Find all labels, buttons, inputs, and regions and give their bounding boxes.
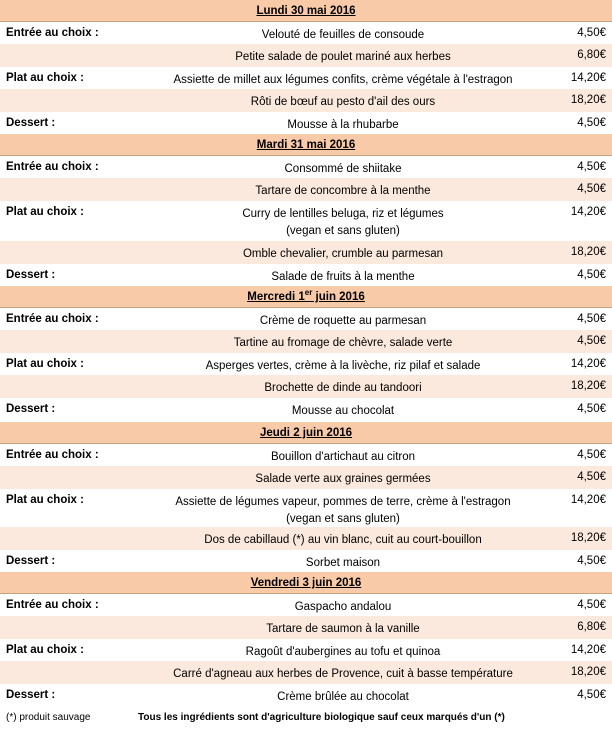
price: 4,50€: [577, 183, 606, 195]
dish-name: Mousse au chocolat: [291, 405, 395, 417]
dish-name: Sorbet maison: [305, 557, 381, 569]
day-header: [0, 0, 612, 22]
dish-name: Dos de cabillaud (*) au vin blanc, cuit au court-bouillon: [204, 534, 482, 546]
dish-note: (vegan et sans gluten): [286, 513, 400, 525]
category-label: Entrée au choix :: [6, 313, 99, 325]
category-label: Plat au choix :: [6, 494, 84, 506]
dish-name: Mousse à la rhubarbe: [287, 119, 399, 131]
menu-row: [0, 156, 612, 178]
category-label: [0, 89, 140, 94]
category-label: Dessert :: [6, 403, 56, 415]
menu-row: [0, 44, 612, 67]
category-label: [0, 466, 140, 471]
day-title: Jeudi 2 juin 2016: [259, 427, 353, 439]
dish-name: Bouillon d'artichaut au citron: [270, 451, 416, 463]
price: 4,50€: [577, 403, 606, 415]
price: 4,50€: [577, 335, 606, 347]
dish-name: Tartine au fromage de chèvre, salade verte: [233, 337, 453, 349]
menu-row: [0, 550, 612, 572]
category-label: Entrée au choix :: [6, 599, 99, 611]
category-label: Dessert :: [6, 689, 56, 701]
category-label: Entrée au choix :: [6, 27, 99, 39]
category-label: [0, 375, 140, 380]
dish-name: Rôti de bœuf au pesto d'ail des ours: [250, 96, 436, 108]
dish-name: Salade de fruits à la menthe: [271, 271, 415, 283]
dish-name: Carré d'agneau aux herbes de Provence, cuit à basse température: [173, 668, 513, 680]
category-label: [0, 178, 140, 183]
category-label: [0, 616, 140, 621]
day-title-sup: er: [304, 288, 313, 298]
menu-row: [0, 639, 612, 661]
day-header: [0, 572, 612, 594]
menu-row: [0, 112, 612, 134]
menu-row: [0, 444, 612, 466]
category-label: Entrée au choix :: [6, 161, 99, 173]
dish-name: Brochette de dinde au tandoori: [264, 382, 422, 394]
price: 4,50€: [577, 313, 606, 325]
dish-line: Assiette de légumes vapeur, pommes de terre, crème à l'estragon: [175, 496, 511, 508]
price: 6,80€: [577, 49, 606, 61]
day-title: Mardi 31 mai 2016: [256, 139, 356, 151]
day-header: [0, 134, 612, 156]
price: 4,50€: [577, 689, 606, 701]
menu-row: [0, 264, 612, 286]
category-label: Plat au choix :: [6, 72, 84, 84]
price: 4,50€: [577, 161, 606, 173]
category-label: [0, 661, 140, 666]
day-title-start: Mercredi 1: [247, 291, 305, 303]
price: 18,20€: [570, 666, 606, 678]
dish-name: Omble chevalier, crumble au parmesan: [242, 248, 444, 260]
menu-row: [0, 67, 612, 89]
price: 4,50€: [577, 27, 606, 39]
menu-row: [0, 178, 612, 201]
dish-name: Assiette de millet aux légumes confits, crème végétale à l'estragon: [173, 74, 513, 86]
menu-row: [0, 398, 612, 422]
menu-row: [0, 330, 612, 353]
price: 4,50€: [577, 555, 606, 567]
price: 18,20€: [570, 380, 606, 392]
dish-name: Petite salade de poulet mariné aux herbes: [235, 51, 451, 63]
dish-name: Velouté de feuilles de consoude: [261, 29, 425, 41]
price: 14,20€: [570, 72, 606, 84]
price: 4,50€: [577, 471, 606, 483]
day-header: [0, 422, 612, 444]
price: 4,50€: [577, 599, 606, 611]
menu-row: [0, 89, 612, 112]
dish-line: Curry de lentilles beluga, riz et légumes: [242, 208, 444, 220]
menu-row: [0, 353, 612, 375]
dish-name: Crème brûlée au chocolat: [277, 691, 409, 703]
dish-note: (vegan et sans gluten): [286, 225, 400, 237]
footer: [0, 706, 612, 728]
category-label: [0, 44, 140, 49]
footnote-wild-product: (*) produit sauvage: [6, 711, 91, 723]
category-label: Entrée au choix :: [6, 449, 99, 461]
category-label: Plat au choix :: [6, 644, 84, 656]
price: 4,50€: [577, 117, 606, 129]
category-label: [0, 330, 140, 335]
day-title: [247, 288, 365, 303]
menu-row: [0, 684, 612, 706]
dish-name: Salade verte aux graines germées: [255, 473, 431, 485]
dish-name: Asperges vertes, crème à la livèche, riz pilaf et salade: [205, 360, 481, 372]
price: 14,20€: [570, 644, 606, 656]
price: 18,20€: [570, 94, 606, 106]
price: 18,20€: [570, 532, 606, 544]
day-header: [0, 286, 612, 308]
dish-name: Consommé de shiitake: [284, 163, 402, 175]
menu-row: [0, 241, 612, 264]
menu-row: [0, 527, 612, 550]
dish-name: Tartare de concombre à la menthe: [255, 185, 431, 197]
menu-row: [0, 22, 612, 44]
dish-name: Ragoût d'aubergines au tofu et quinoa: [245, 646, 441, 658]
price: 14,20€: [570, 358, 606, 370]
menu-row: [0, 594, 612, 616]
price: 14,20€: [570, 206, 606, 218]
day-title-end: juin 2016: [312, 291, 365, 303]
menu-row: [0, 375, 612, 398]
menu-row: [0, 616, 612, 639]
category-label: [0, 527, 140, 532]
price: 4,50€: [577, 449, 606, 461]
dish-name: Gaspacho andalou: [294, 601, 392, 613]
day-title: Vendredi 3 juin 2016: [250, 577, 362, 589]
dish-name: Crème de roquette au parmesan: [259, 315, 427, 327]
menu-row: [0, 489, 612, 527]
category-label: [0, 241, 140, 246]
dish-name: [140, 201, 546, 240]
footnote-organic: Tous les ingrédients sont d'agriculture biologique sauf ceux marqués d'un (*): [138, 711, 505, 723]
category-label: Dessert :: [6, 117, 56, 129]
category-label: Dessert :: [6, 555, 56, 567]
menu-row: [0, 661, 612, 684]
day-title: Lundi 30 mai 2016: [256, 5, 356, 17]
menu-row: [0, 201, 612, 241]
price: 6,80€: [577, 621, 606, 633]
menu-row: [0, 466, 612, 489]
price: 14,20€: [570, 494, 606, 506]
price: 18,20€: [570, 246, 606, 258]
dish-name: [140, 489, 546, 528]
price: 4,50€: [577, 269, 606, 281]
menu-row: [0, 308, 612, 330]
category-label: Plat au choix :: [6, 206, 84, 218]
category-label: Plat au choix :: [6, 358, 84, 370]
dish-name: Tartare de saumon à la vanille: [266, 623, 420, 635]
category-label: Dessert :: [6, 269, 56, 281]
